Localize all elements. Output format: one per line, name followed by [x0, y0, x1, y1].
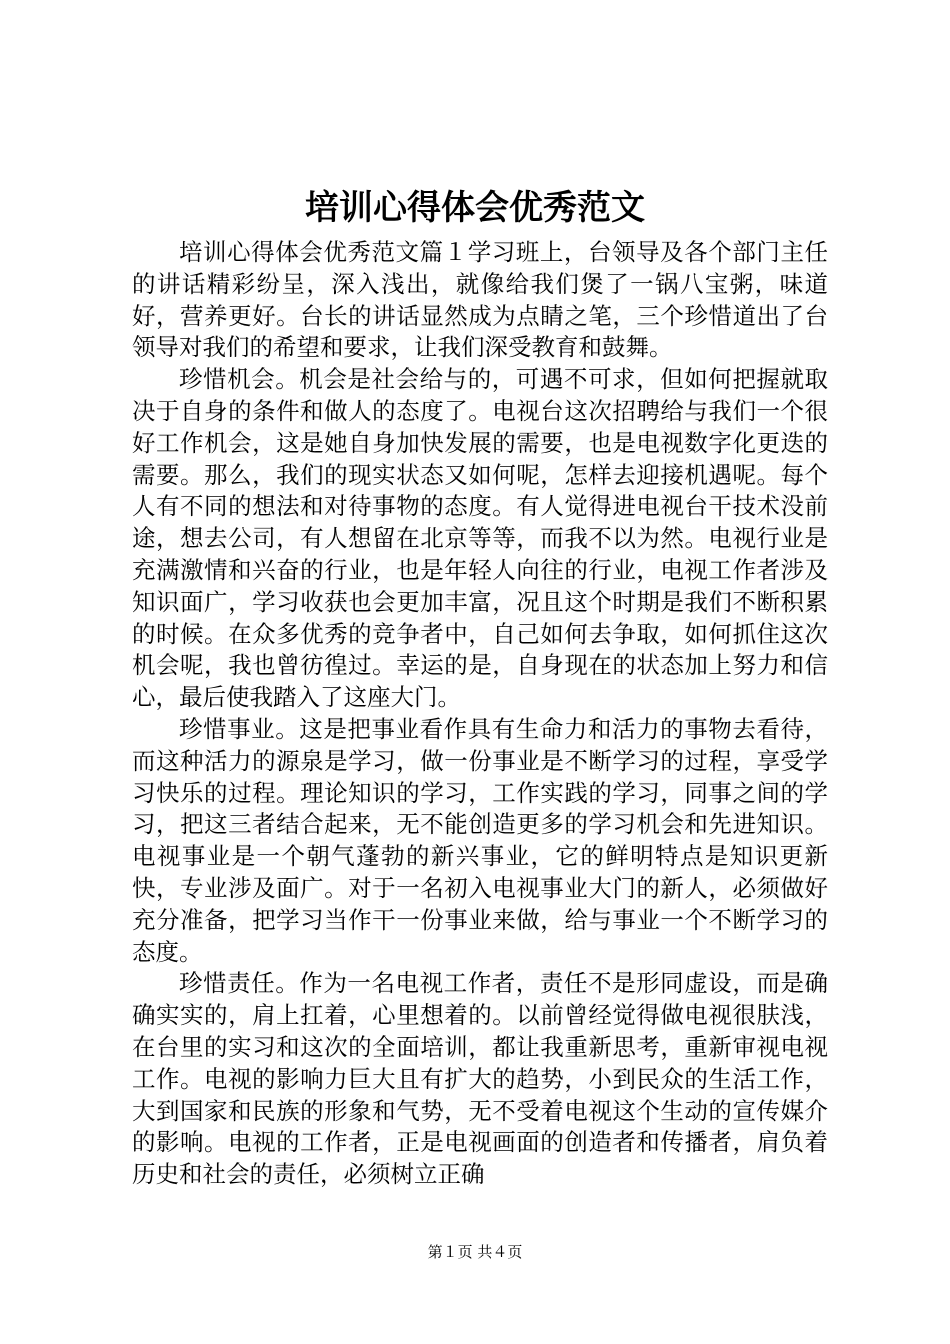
- body-paragraph-career: 珍惜事业。这是把事业看作具有生命力和活力的事物去看待，而这种活力的源泉是学习，做一份事业是不断学习的过程，享受学习快乐的过程。理论知识的学习，工作实践的学习，同事之间的学习，把这三者结合起来，无不能创造更多的学习机会和先进知识。电视事业是一个朝气蓬勃的新兴事业，它的鲜明特点是知识更新快，专业涉及面广。对于一名初入电视事业大门的新人，必须做好充分准备，把学习当作干一份事业来做，给与事业一个不断学习的态度。: [132, 714, 828, 966]
- body-paragraph-opportunity: 珍惜机会。机会是社会给与的，可遇不可求，但如何把握就取决于自身的条件和做人的态度了。电视台这次招聘给与我们一个很好工作机会，这是她自身加快发展的需要，也是电视数字化更迭的需要。那么，我们的现实状态又如何呢，怎样去迎接机遇呢。每个人有不同的想法和对待事物的态度。有人觉得进电视台干技术没前途，想去公司，有人想留在北京等等，而我不以为然。电视行业是充满激情和兴奋的行业，也是年轻人向往的行业，电视工作者涉及知识面广，学习收获也会更加丰富，况且这个时期是我们不断积累的时候。在众多优秀的竞争者中，自己如何去争取，如何抓住这次机会呢，我也曾彷徨过。幸运的是，自身现在的状态加上努力和信心，最后使我踏入了这座大门。: [132, 365, 828, 712]
- body-paragraph-intro: 培训心得体会优秀范文篇１学习班上，台领导及各个部门主任的讲话精彩纷呈，深入浅出，就像给我们煲了一锅八宝粥，味道好，营养更好。台长的讲话显然成为点睛之笔，三个珍惜道出了台领导对我们的希望和要求，让我们深受教育和鼓舞。: [132, 238, 828, 362]
- document-body: [132, 237, 828, 1191]
- body-paragraph-responsibility: 珍惜责任。作为一名电视工作者，责任不是形同虚设，而是确确实实的，肩上扛着，心里想着的。以前曾经觉得做电视很肤浅，在台里的实习和这次的全面培训，都让我重新思考，重新审视电视工作。电视的影响力巨大且有扩大的趋势，小到民众的生活工作，大到国家和民族的形象和气势，无不受着电视这个生动的宣传媒介的影响。电视的工作者，正是电视画面的创造者和传播者，肩负着历史和社会的责任，必须树立正确: [132, 969, 828, 1189]
- page-number-footer: 第１页 共４页: [427, 1243, 523, 1261]
- document-title: 培训心得体会优秀范文: [305, 188, 645, 228]
